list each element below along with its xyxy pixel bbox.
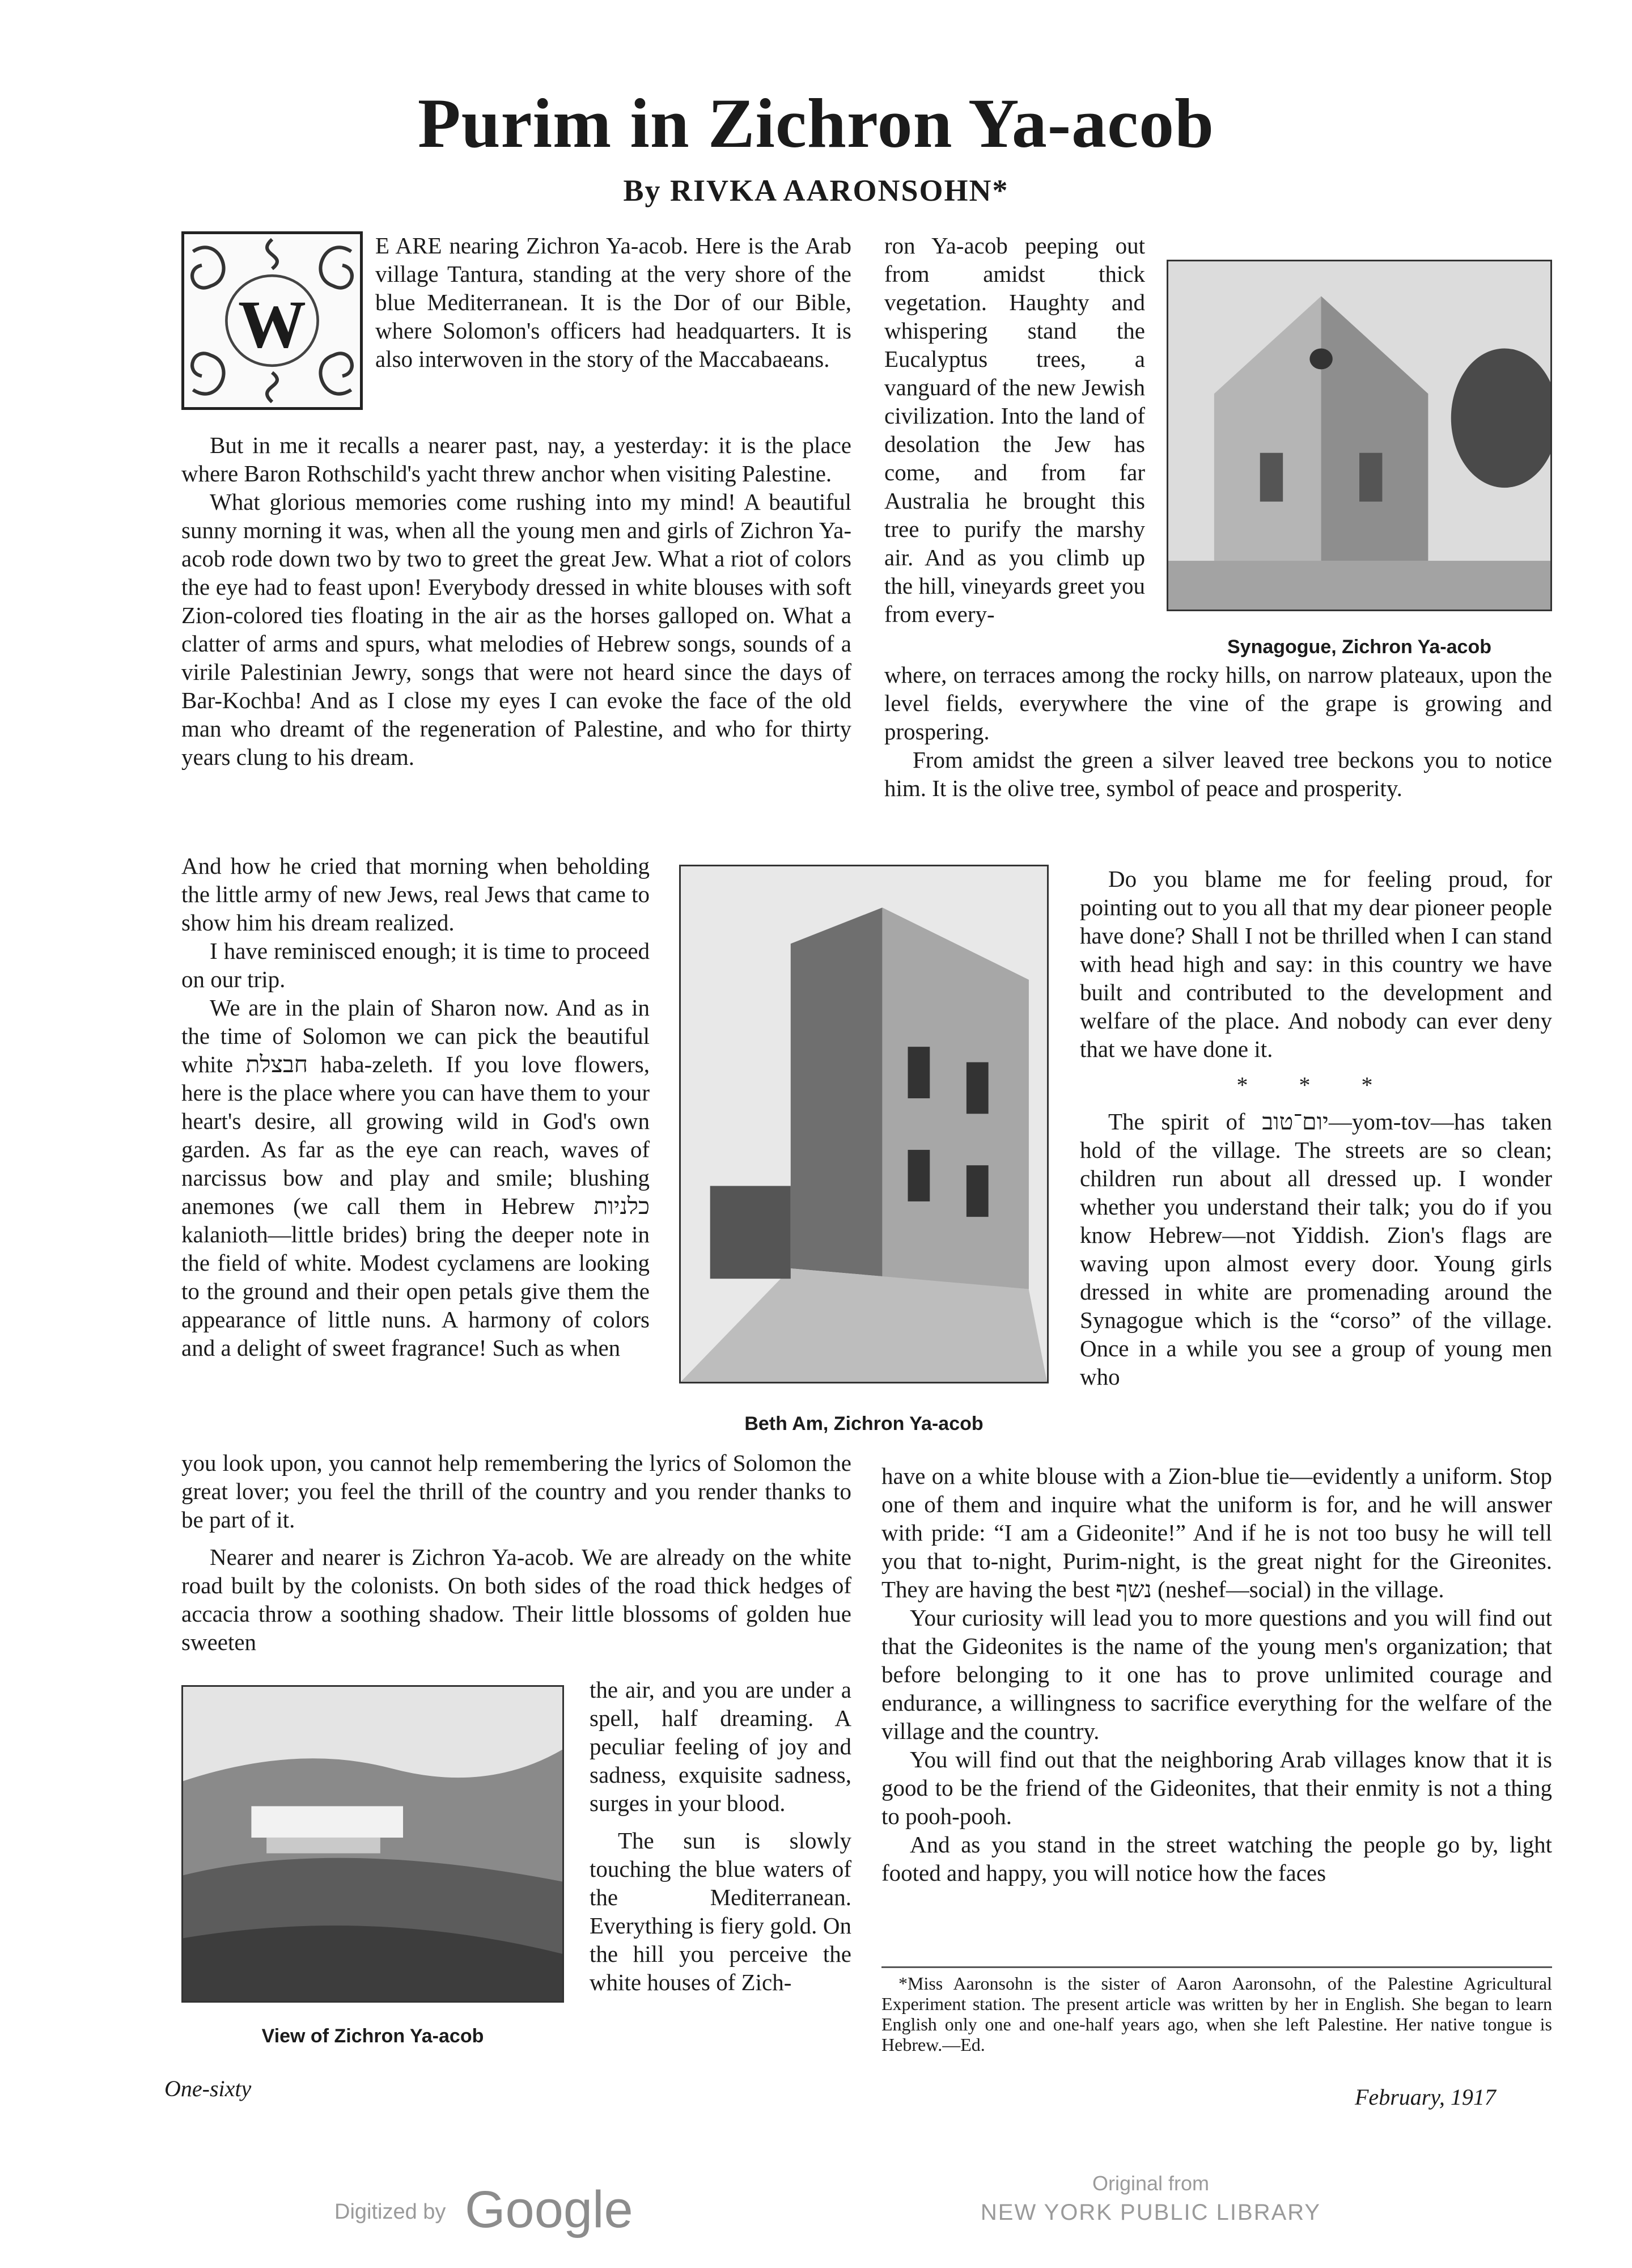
paragraph: Your curiosity will lead you to more questions and you will find out that the Gideonites is the name of the young men's organization; that before belonging to it one has to prove unlimited courage and endurance, a willingness to sacrifice everything for the welfare of the village and the country.	[881, 1605, 1552, 1744]
paragraph: And as you stand in the street watching the people go by, light footed and happy, you will notice how the faces	[881, 1831, 1552, 1886]
paragraph: The sun is slowly touching the blue waters of the Mediterranean. Everything is fiery gold. On the hill you perceive the white houses of Zich-	[590, 1827, 851, 1995]
article-title: Purim in Zichron Ya-acob	[417, 84, 1215, 162]
drop-cap-letter: W	[238, 286, 306, 362]
paragraph: I have reminisced enough; it is time to proceed on our trip.	[181, 938, 650, 992]
paragraph: We are in the plain of Sharon now. And as in the time of Solomon we can pick the beautiful white חבצלת haba-zeleth. If you love flowers, here is the place where you can have them to your heart's desire, all growing wild in God's own garden. As far as the eye can reach, waves of narcissus bow and play and smile; blushing anemones (we call them in Hebrew כלניות kalanioth—little brides) bring the deeper note in the field of white. Modest cyclamens are looking to the ground and their open petals give them the appearance of little nuns. A harmony of colors and a delight of sweet fragrance! Such as when	[181, 995, 650, 1361]
intro-paragraph: E ARE nearing Zichron Ya-acob. Here is the Arab village Tantura, standing at the very shore of the blue Mediterranean. It is the Dor of our Bible, where Solomon's officers had headquarters. It is also interwoven in the story of the Maccabaeans.	[375, 232, 851, 372]
paragraph: Nearer and nearer is Zichron Ya-acob. We are already on the white road built by the colonists. On both sides of the road thick hedges of accacia throw a soothing shadow. Their little blossoms of golden hue sweeten	[181, 1544, 851, 1655]
middle-narrow-column	[590, 1675, 851, 1996]
right-column	[1080, 865, 1552, 1391]
paragraph: And how he cried that morning when beholding the little army of new Jews, real Jews that came to show him his dream realized.	[181, 853, 650, 936]
section-break: * * *	[1236, 1072, 1396, 1098]
drop-cap-ornament	[181, 231, 363, 410]
paragraph: But in me it recalls a nearer past, nay, a yesterday: it is the place where Baron Rothschild's yacht threw anchor when visiting Palestine.	[181, 432, 851, 486]
page-number: One-sixty	[164, 2076, 252, 2101]
landscape-image-icon	[183, 1687, 562, 2001]
library-label: NEW YORK PUBLIC LIBRARY	[980, 2200, 1321, 2225]
beth-am-caption: Beth Am, Zichron Ya-acob	[744, 1413, 984, 1435]
paragraph: Do you blame me for feeling proud, for pointing out to you all that my dear pioneer people have done? Shall I not be thrilled when I can stand with head high and say: in this country we have built and contributed to the development and welfare of the place. And nobody can ever deny that we have done it.	[1080, 866, 1552, 1062]
digitized-by-label: Digitized by	[334, 2200, 446, 2224]
paragraph: From amidst the green a silver leaved tree beckons you to notice him. It is the olive tree, symbol of peace and prosperity.	[884, 747, 1552, 801]
byline: By RIVKA AARONSOHN*	[623, 174, 1009, 208]
middle-wide-column	[884, 661, 1552, 802]
footnote	[881, 1973, 1552, 2055]
view-caption: View of Zichron Ya-acob	[261, 2025, 484, 2047]
middle-top-column	[884, 231, 1145, 628]
beth-am-photo	[679, 865, 1049, 1383]
paragraph: ron Ya-acob peeping out from amidst thick vegetation. Haughty and whispering stand the Eucalyptus trees, a vanguard of the new Jewish civilization. Into the land of desolation the Jew has come, and from far Australia he brought this tree to purify the marshy air. And as you climb up the hill, vineyards greet you from every-	[884, 232, 1145, 627]
intro-text	[375, 231, 851, 373]
paragraph: you look upon, you cannot help remembering the lyrics of Solomon the great lover; you feel the thrill of the country and you render thanks to be part of it.	[181, 1450, 851, 1533]
paragraph: The spirit of יום־טוב—yom-tov—has taken hold of the village. The streets are so clean; children run about all dressed up. I wonder whether you understand their talk; you do if you know Hebrew—not Yiddish. Zion's flags are waving upon almost every door. Young girls dressed in white are promenading around the Synagogue which is the “corso” of the village. Once in a while you see a group of young men who	[1080, 1108, 1552, 1390]
paragraph: the air, and you are under a spell, half dreaming. A peculiar feeling of joy and sadness, exquisite sadness, surges in your blood.	[590, 1677, 851, 1816]
left-column-wrap	[181, 852, 650, 1362]
left-column-top	[181, 431, 851, 771]
paragraph: where, on terraces among the rocky hills, on narrow plateaux, upon the level fields, everywhere the vine of the grape is growing and prospering.	[884, 662, 1552, 744]
synagogue-caption: Synagogue, Zichron Ya-acob	[1227, 636, 1492, 658]
view-photo	[181, 1685, 564, 2003]
building-image-icon	[681, 866, 1047, 1382]
paragraph: You will find out that the neighboring Arab villages know that it is good to be the friend of the Gideonites, that their enmity is not a thing to pooh-pooh.	[881, 1746, 1552, 1829]
footnote-rule	[881, 1966, 1552, 1968]
issue-date: February, 1917	[1355, 2084, 1496, 2110]
synagogue-photo	[1167, 260, 1552, 611]
right-wide-column	[881, 1462, 1552, 1887]
google-logo: Google	[465, 2181, 633, 2239]
left-column-bottom	[181, 1449, 851, 1656]
synagogue-image-icon	[1168, 261, 1550, 610]
paragraph: What glorious memories come rushing into my mind! A beautiful sunny morning it was, when all the young men and girls of Zichron Ya-acob rode down two by two to greet the great Jew. What a riot of colors the eye had to feast upon! Everybody dressed in white blouses with soft Zion-colored ties floating in the air as the horses galloped on. What a clatter of arms and spurs, what melodies of Hebrew songs, sounds of a virile Palestinian Jewry, songs that were not heard since the days of Bar-Kochba! And as I close my eyes I can evoke the face of the old man who dreamt of the regeneration of Palestine, and who for thirty years clung to his dream.	[181, 489, 851, 770]
paragraph: have on a white blouse with a Zion-blue tie—evidently a uniform. Stop one of them and inquire what the uniform is for, and he will answer with pride: “I am a Gideonite!” And if he is not too busy he will tell you that to-night, Purim-night, is the great night for the Gireonites. They are having the best נשף (neshef—social) in the village.	[881, 1463, 1552, 1602]
original-from-label: Original from	[1092, 2172, 1210, 2195]
footnote-text: *Miss Aaronsohn is the sister of Aaron Aaronsohn, of the Palestine Agricultural Experiment station. The present article was written by her in English. She began to learn English only one and one-half years ago, when she left Palestine. Her native tongue is Hebrew.—Ed.	[881, 1973, 1552, 2055]
